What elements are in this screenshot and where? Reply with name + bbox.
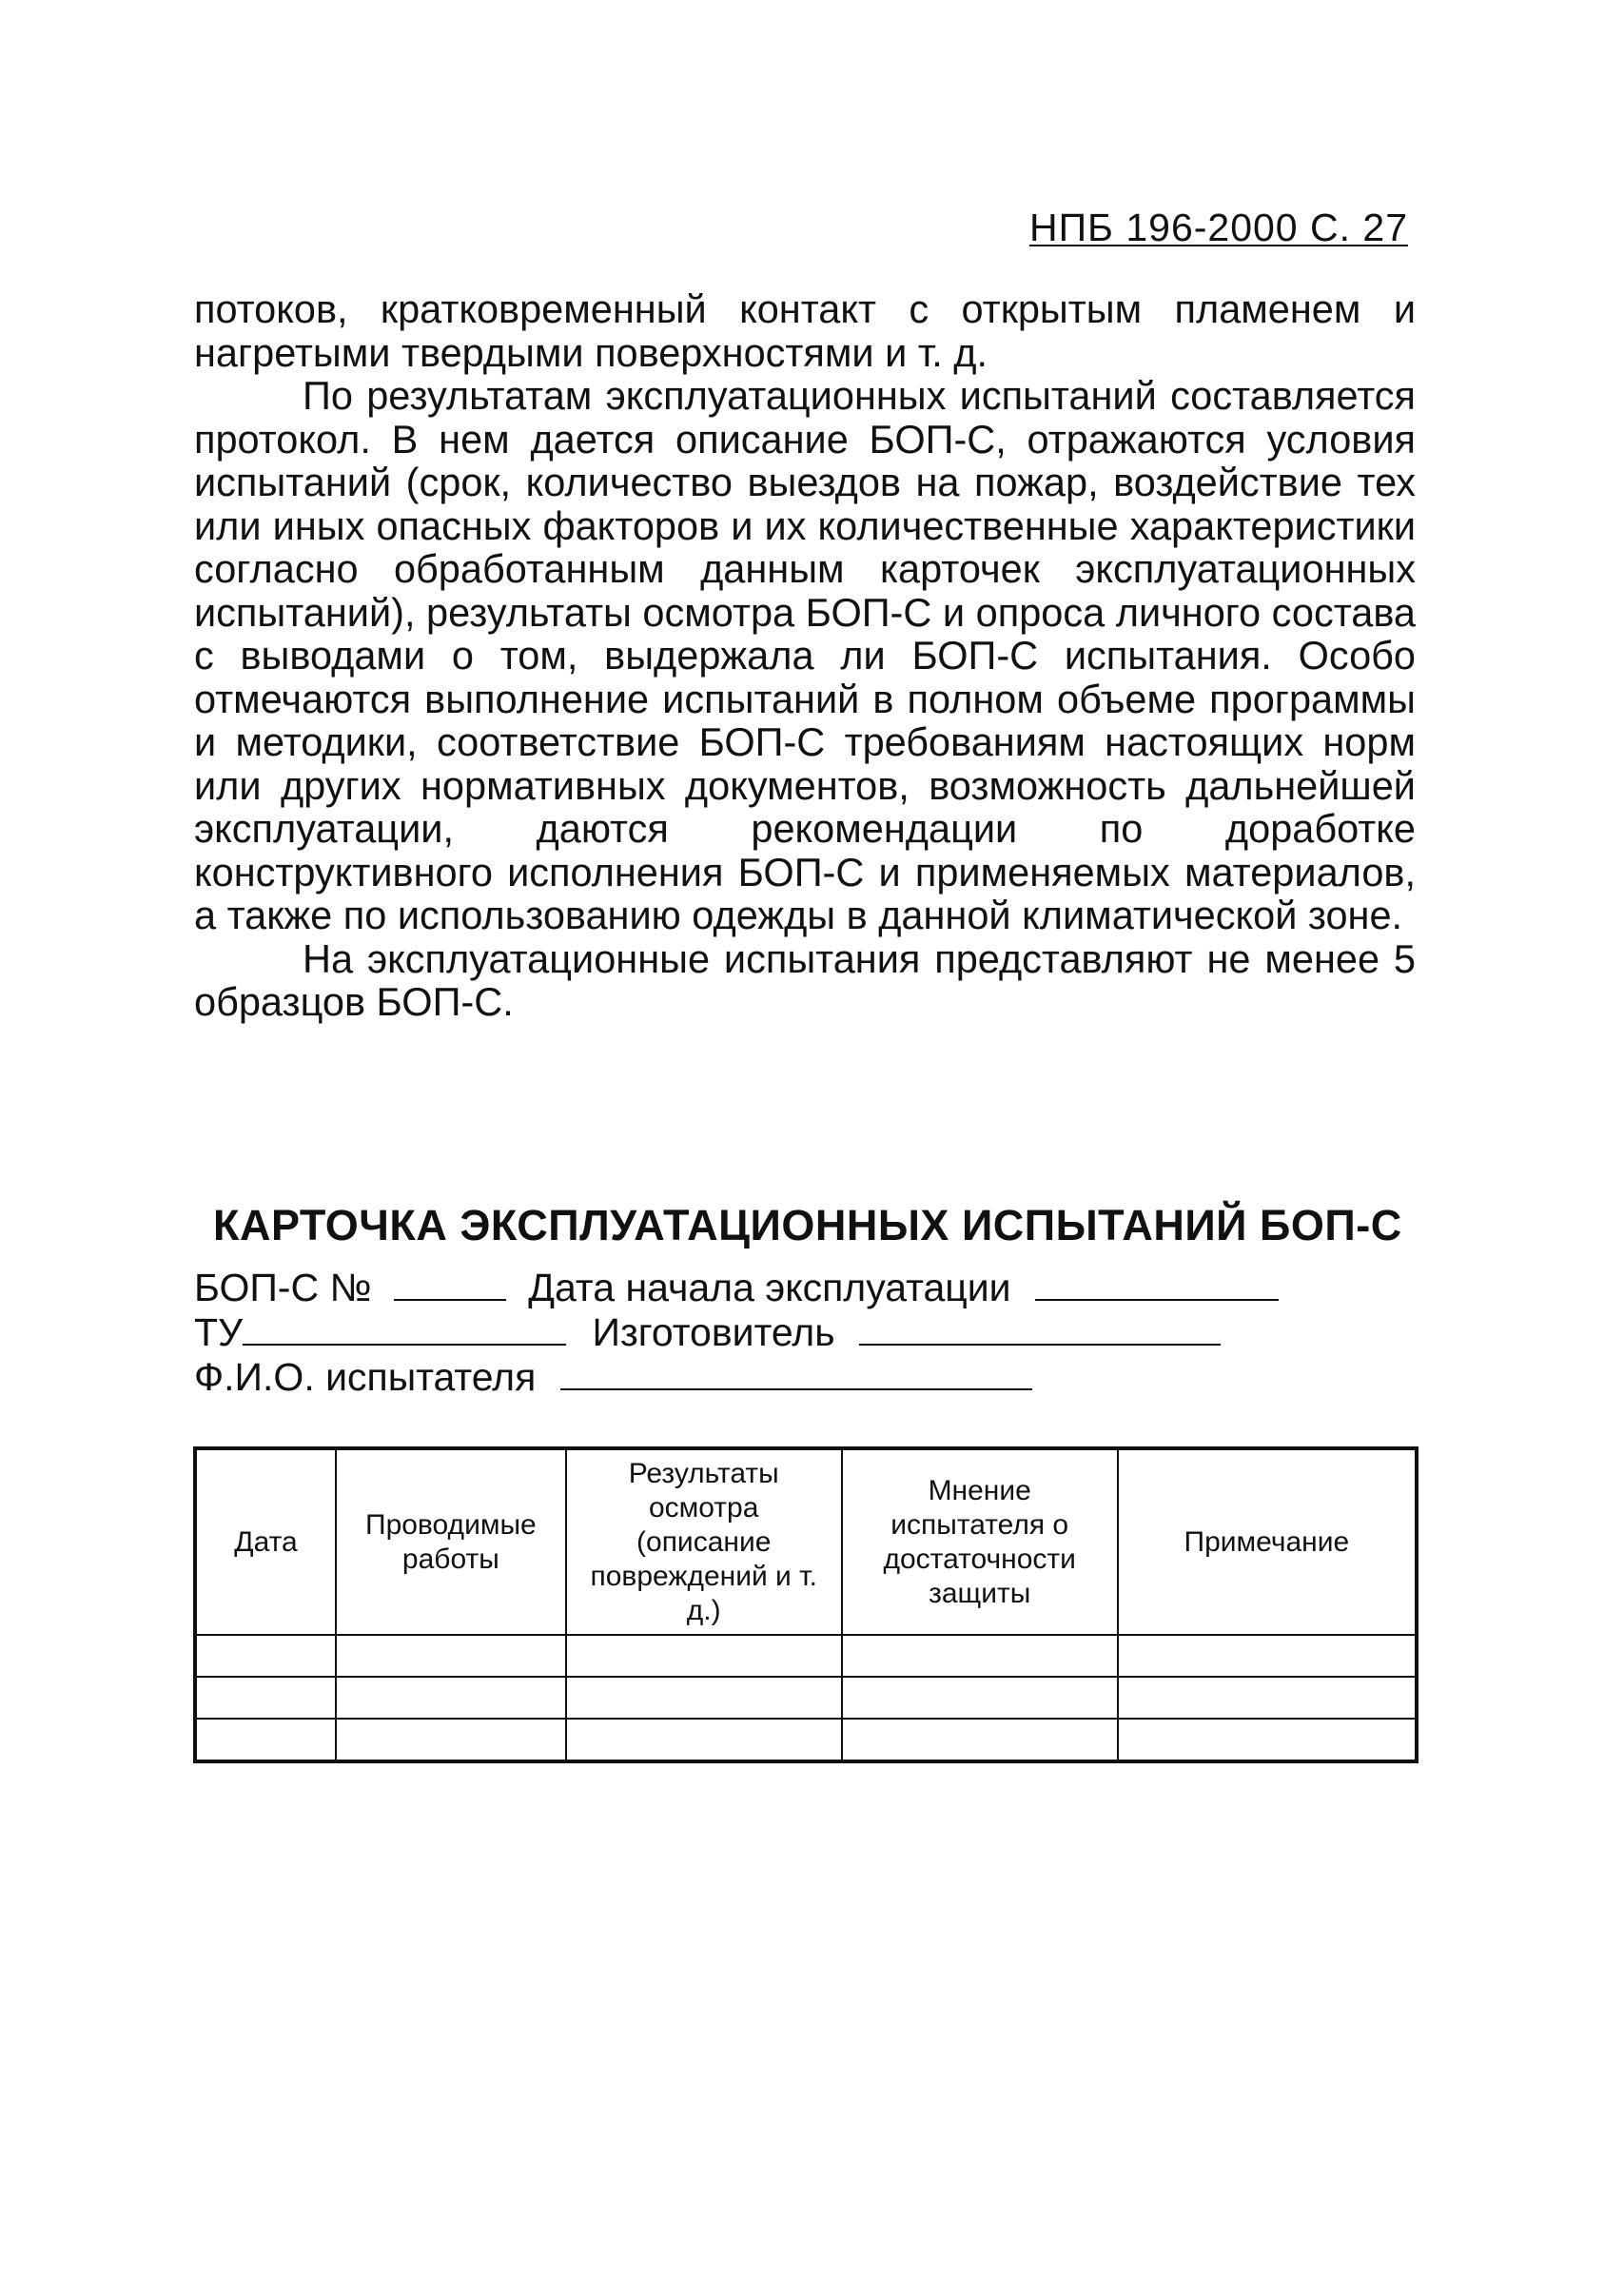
column-header-date: Дата	[195, 1448, 336, 1635]
tu-label: ТУ	[194, 1310, 244, 1354]
paragraph: потоков, кратковременный контакт с открытым пламенем и нагретыми твердыми поверхностями и т. д.	[194, 286, 1416, 375]
table-cell[interactable]	[1118, 1635, 1417, 1677]
card-fields	[194, 1266, 1431, 1400]
column-header-works: Проводимые работы	[336, 1448, 566, 1635]
start-date-field[interactable]	[1035, 1267, 1279, 1301]
paragraph: По результатам эксплуатационных испытаний составляется протокол. В нем дается описание БОП-С, отражаются условия испытаний (срок, количество выездов на пожар, воздействие тех или иных опасных факторов и их количественные характеристики согласно обработанным данным карточек эксплуатационных испытаний), результаты осмотра БОП-С и опроса личного состава с выводами о том, выдержала ли БОП-С испытания. Особо отмечаются выполнение испытаний в полном объеме программы и методики, соответствие БОП-С требованиям настоящих норм или других нормативных документов, возможность дальнейшей эксплуатации, даются рекомендации по доработке конструктивного исполнения БОП-С и применяемых материалов, а также по использованию одежды в данной климатической зоне.	[194, 373, 1416, 937]
tester-name-label: Ф.И.О. испытателя	[194, 1355, 537, 1399]
paragraph: На эксплуатационные испытания представляют не менее 5 образцов БОП-С.	[194, 935, 1416, 1024]
bop-number-label: БОП-С №	[194, 1266, 372, 1309]
table-cell[interactable]	[842, 1677, 1118, 1719]
body-text	[194, 287, 1416, 1024]
card-title: КАРТОЧКА ЭКСПЛУАТАЦИОННЫХ ИСПЫТАНИЙ БОП-С	[213, 1201, 1402, 1249]
table-cell[interactable]	[566, 1677, 842, 1719]
table-cell[interactable]	[566, 1635, 842, 1677]
field-line	[194, 1266, 1431, 1310]
table-cell[interactable]	[842, 1635, 1118, 1677]
table-row	[195, 1719, 1417, 1761]
table-cell[interactable]	[195, 1719, 336, 1761]
field-line	[194, 1355, 1431, 1400]
bop-number-field[interactable]	[394, 1267, 506, 1301]
field-line	[194, 1310, 1431, 1355]
table-cell[interactable]	[1118, 1677, 1417, 1719]
start-date-label: Дата начала эксплуатации	[528, 1266, 1011, 1309]
table-cell[interactable]	[336, 1677, 566, 1719]
column-header-inspection-results: Результаты осмотра (описание повреждений и т. д.)	[566, 1448, 842, 1635]
table-cell[interactable]	[1118, 1719, 1417, 1761]
table-cell[interactable]	[195, 1635, 336, 1677]
tu-field[interactable]	[243, 1311, 566, 1346]
column-header-notes: Примечание	[1118, 1448, 1417, 1635]
table-row	[195, 1677, 1417, 1719]
table-cell[interactable]	[195, 1677, 336, 1719]
manufacturer-field[interactable]	[859, 1311, 1221, 1346]
table-cell[interactable]	[336, 1719, 566, 1761]
table-cell[interactable]	[566, 1719, 842, 1761]
table-cell[interactable]	[336, 1635, 566, 1677]
table-row	[195, 1635, 1417, 1677]
table-cell[interactable]	[842, 1719, 1118, 1761]
test-card-table	[193, 1446, 1419, 1763]
column-header-tester-opinion: Мнение испытателя о достаточности защиты	[842, 1448, 1118, 1635]
manufacturer-label: Изготовитель	[592, 1310, 835, 1354]
page-header: НПБ 196-2000 С. 27	[1028, 206, 1408, 249]
tester-name-field[interactable]	[560, 1356, 1032, 1390]
table-header-row	[195, 1448, 1417, 1635]
